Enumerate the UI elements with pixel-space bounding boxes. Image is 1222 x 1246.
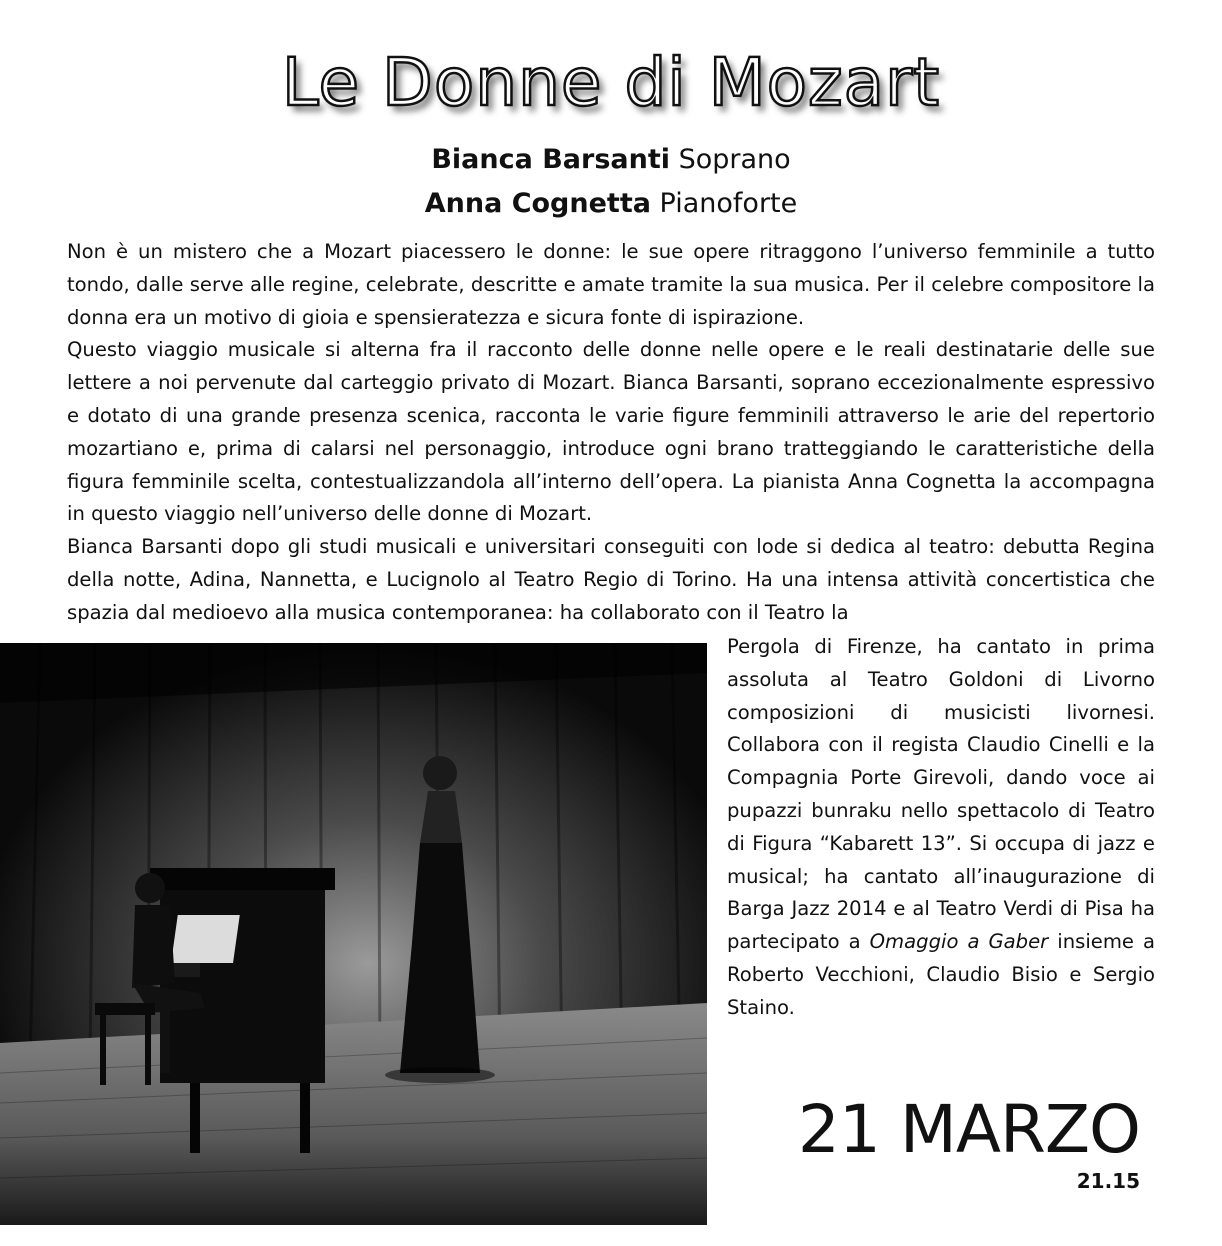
performer-name: Anna Cognetta bbox=[424, 188, 651, 219]
bio-text: insieme a Roberto Vecchioni, Claudio Bisio e Sergio Staino. bbox=[727, 930, 1156, 1019]
performer-role: Soprano bbox=[678, 144, 791, 175]
performer-line bbox=[0, 138, 1222, 182]
performer-credits bbox=[0, 138, 1222, 226]
performer-line bbox=[0, 182, 1222, 226]
performer-name: Bianca Barsanti bbox=[431, 144, 671, 175]
paragraph: Questo viaggio musicale si alterna fra il racconto delle donne nelle opere e le reali destinatarie delle sue lettere a noi pervenute dal carteggio privato di Mozart. Bianca Barsanti, soprano eccezionalmente espressivo e dotato di una grande presenza scenica, racconta le varie figure femminili attraverso le arie del repertorio mozartiano e, prima di calarsi nel personaggio, introduce ogni brano tratteggiando le caratteristiche della figura femminile scelta, contestualizzandola all’interno dell’opera. La pianista Anna Cognetta la accompagna in questo viaggio nell’universo delle donne di Mozart. bbox=[67, 338, 1155, 526]
show-title: Omaggio a Gaber bbox=[869, 930, 1049, 954]
concert-photo bbox=[0, 643, 707, 1225]
paragraph bbox=[727, 631, 1155, 1025]
event-date: 21 MARZO bbox=[797, 1091, 1140, 1168]
page-title: Le Donne di Mozart bbox=[281, 44, 941, 121]
paragraph: Non è un mistero che a Mozart piacessero le donne: le sue opere ritraggono l’universo femminile a tutto tondo, dalle serve alle regine, celebrate, descritte e amate tramite la sua musica. Per il celebre compositore la donna era un motivo di gioia e spensieratezza e sicura fonte di ispirazione. bbox=[67, 240, 1155, 329]
stage-illustration bbox=[0, 643, 707, 1225]
bio-continuation bbox=[727, 631, 1155, 1025]
description bbox=[67, 236, 1155, 630]
paragraph: Bianca Barsanti dopo gli studi musicali e universitari conseguiti con lode si dedica al teatro: debutta Regina della notte, Adina, Nannetta, e Lucignolo al Teatro Regio di Torino. Ha una intensa attività concertistica che spazia dal medioevo alla musica contemporanea: ha collaborato con il Teatro la bbox=[67, 535, 1155, 624]
performer-role: Pianoforte bbox=[659, 188, 798, 219]
event-time: 21.15 bbox=[1076, 1169, 1140, 1193]
bio-text: Pergola di Firenze, ha cantato in prima assoluta al Teatro Goldoni di Livorno composizioni di musicisti livornesi. Collabora con il regista Claudio Cinelli e la Compagnia Porte Girevoli, dando voce ai pupazzi bunraku nello spettacolo di Teatro di Figura “Kabarett 13”. Si occupa di jazz e musical; ha cantato all’inaugurazione di Barga Jazz 2014 e al Teatro Verdi di Pisa ha partecipato a bbox=[727, 635, 1155, 954]
